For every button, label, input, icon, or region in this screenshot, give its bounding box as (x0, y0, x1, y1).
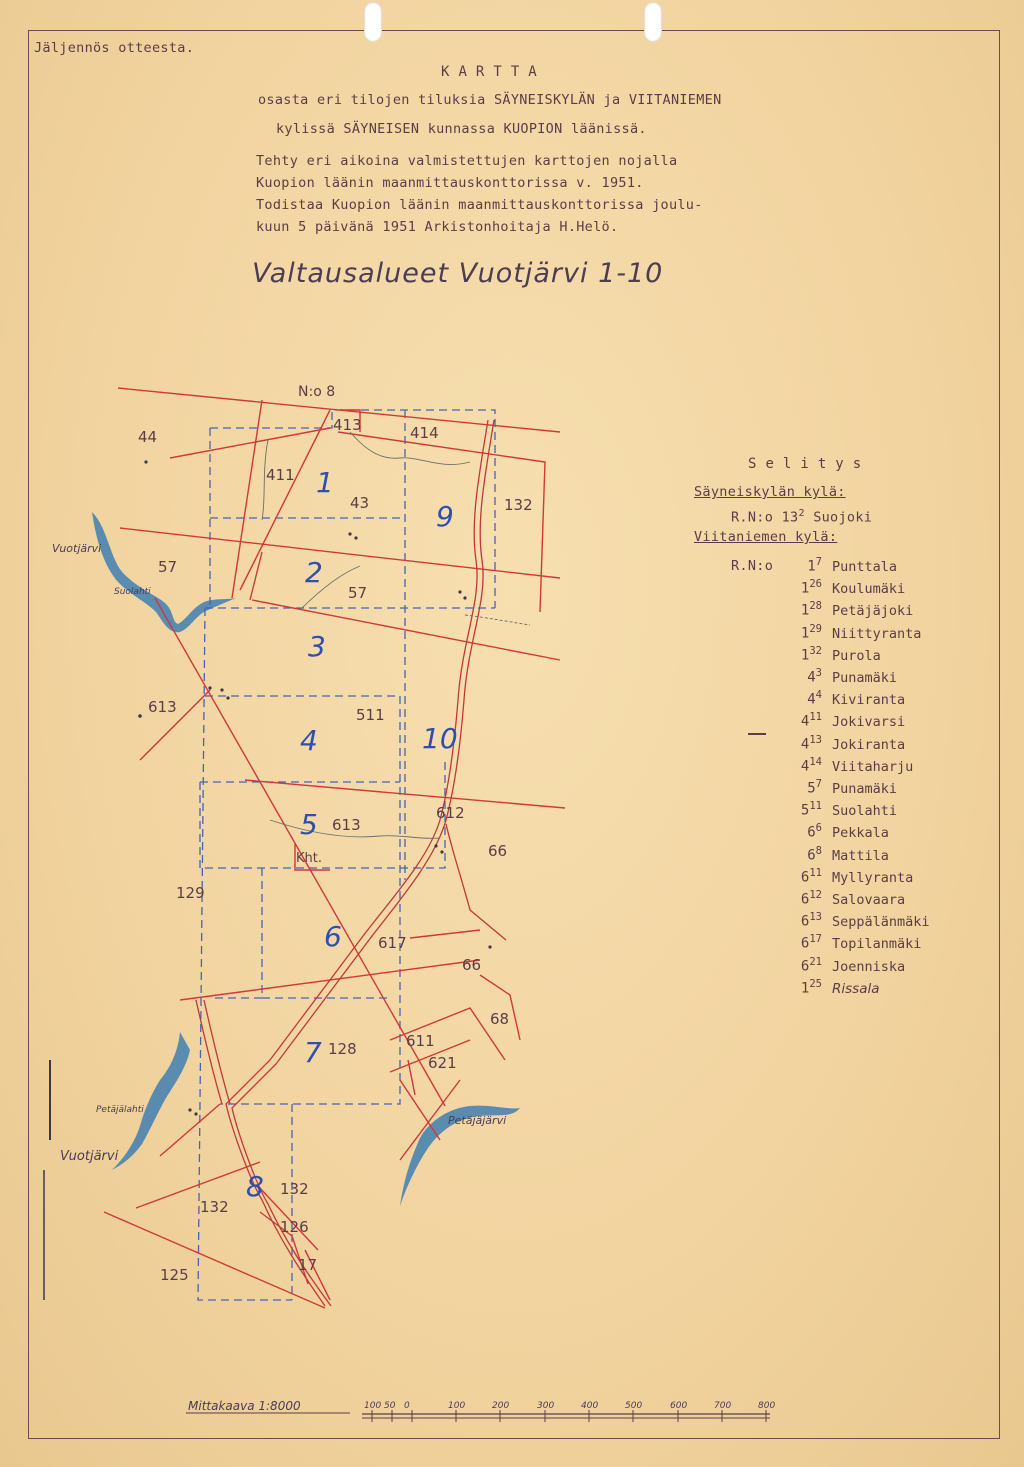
legend-row-code: $4^3$ (807, 667, 822, 686)
handwritten-title: Valtausalueet Vuotjärvi 1-10 (252, 258, 664, 289)
legend-row-code: $6^6$ (807, 822, 822, 842)
legend-group1-row: R.N:o $13^2$ Suojoki (731, 508, 873, 526)
legend-row-code: $1^{32}$ (800, 644, 822, 664)
copy-note: Jäljennös otteesta. (34, 40, 195, 56)
parcel-6-17: 617 (378, 934, 407, 952)
parcel-5-7a: 57 (158, 558, 178, 576)
legend-title: S e l i t y s (748, 456, 862, 472)
parcel-1-7: 17 (298, 1256, 318, 1274)
claim-6: 6 (324, 920, 342, 953)
kht-label: Kht. (296, 851, 322, 866)
claim-5: 5 (300, 808, 318, 841)
claim-9: 9 (436, 500, 454, 533)
header-line-5: Todistaa Kuopion läänin maanmittauskonttorissa joulu- (256, 197, 703, 213)
legend-row-name: Jokiranta (832, 736, 906, 753)
legend-row-name: Pekkala (832, 825, 889, 842)
parcel-4-3: 43 (350, 494, 370, 512)
scale-label: Mittakaava 1:8000 (188, 1399, 301, 1413)
legend-row-code: $1^7$ (807, 556, 822, 575)
parcel-6-21: 621 (428, 1054, 457, 1072)
header-line-6: kuun 5 päivänä 1951 Arkistonhoitaja H.Helö. (256, 219, 619, 235)
scale-tick-label: 50 (384, 1401, 396, 1411)
legend-row-name: Suolahti (832, 803, 898, 820)
parcel-1-25: 125 (160, 1266, 189, 1284)
parcel-6-13a: 613 (148, 698, 177, 716)
legend-group2-prefix: R.N:o (731, 558, 774, 574)
legend-row-code: $6^{13}$ (800, 911, 822, 930)
parcel-13-2: 132 (504, 496, 533, 514)
claim-7: 7 (304, 1036, 322, 1069)
scale-tick-label: 600 (670, 1401, 688, 1411)
legend-row-name: Mattila (832, 847, 889, 864)
parcel-1-32a: 132 (200, 1198, 229, 1216)
place-petajajarvi: Petäjäjärvi (448, 1114, 507, 1127)
legend-row-name: Jokivarsi (832, 714, 906, 731)
legend-row-code: $1^{28}$ (800, 600, 822, 620)
header-line-1: osasta eri tilojen tiluksia SÄYNEISKYLÄN ja VIITANIEMEN (258, 92, 722, 108)
legend-row-name: Myllyranta (832, 869, 914, 886)
scale-tick-label: 200 (492, 1401, 510, 1411)
parcel-6-13b: 613 (332, 816, 361, 834)
legend-row-code: $1^{26}$ (800, 578, 822, 597)
parcel-5-7b: 57 (348, 584, 368, 602)
legend-row-code: $4^{13}$ (800, 733, 822, 753)
legend-group2-title: Viitaniemen kylä: (694, 529, 838, 545)
claim-10: 10 (422, 722, 458, 755)
parcel-6-12: 612 (436, 804, 465, 822)
parcel-labels (138, 416, 533, 1284)
legend-row-code: $1^{25}$ (800, 977, 822, 997)
parcel-5-11: 511 (356, 706, 385, 724)
place-petajalahti: Petäjälahti (96, 1105, 144, 1115)
scale-tick-label: 0 (404, 1401, 410, 1411)
parcel-1-28: 128 (328, 1040, 357, 1058)
legend-row-name: Punamäki (832, 670, 898, 686)
header-line-4: Kuopion läänin maanmittauskonttorissa v. 1951. (256, 175, 644, 191)
scale-tick-label: 700 (714, 1401, 732, 1411)
place-vuotjarvi-top: Vuotjärvi (52, 542, 102, 555)
claim-1: 1 (316, 466, 334, 499)
legend-row-code: $5^{11}$ (800, 800, 822, 819)
legend-row-code: $4^{11}$ (800, 711, 822, 731)
legend-row-name: Purola (832, 647, 881, 664)
legend-row-name: Seppälänmäki (832, 914, 930, 931)
claim-4: 4 (300, 724, 318, 757)
parcel-4-14: 414 (410, 424, 439, 442)
claim-numbers (246, 466, 458, 1203)
scale-tick-label: 100 (448, 1401, 466, 1411)
road (196, 420, 506, 1306)
legend-row-code: $6^{17}$ (800, 933, 822, 953)
legend-row-name: Salovaara (832, 892, 906, 908)
parcel-1-32b: 132 (280, 1180, 309, 1198)
scale-tick-label: 100 (364, 1401, 382, 1411)
legend-row-code: $6^{11}$ (800, 866, 822, 886)
claim-boundaries (198, 410, 495, 1300)
parcel-1-29: 129 (176, 884, 205, 902)
header-line-3: Tehty eri aikoina valmistettujen karttojen nojalla (256, 153, 678, 169)
parcel-6-8: 68 (490, 1010, 510, 1028)
parcel-6-11: 611 (406, 1032, 435, 1050)
scale-tick-label: 500 (625, 1401, 643, 1411)
north-arrow-marks (44, 1060, 50, 1300)
legend-row-name: Kiviranta (832, 692, 906, 709)
parcel-1-26: 126 (280, 1218, 309, 1236)
lake-vuotjarvi-bottom (112, 1032, 190, 1170)
parcel-6-6a: 66 (488, 842, 508, 860)
scale-bar (186, 1413, 770, 1418)
legend-row-name: Punamäki (832, 781, 898, 797)
legend-row-code: $4^{14}$ (800, 755, 822, 775)
legend-row-name: Topilanmäki (832, 936, 922, 953)
legend-row-code: $1^{29}$ (800, 622, 822, 642)
parcel-4-13: 413 (333, 416, 362, 434)
legend-row-name: Viitaharju (832, 758, 914, 775)
place-suolahti: Suolahti (114, 587, 151, 597)
parcel-6-6b: 66 (462, 956, 482, 974)
streams (262, 432, 530, 838)
legend-row-name: Niittyranta (832, 625, 922, 642)
scale-ticks (364, 1401, 775, 1422)
scale-tick-label: 400 (581, 1401, 599, 1411)
parcel-4-11: 411 (266, 466, 295, 484)
legend-group1-title: Säyneiskylän kylä: (694, 484, 846, 500)
scale-tick-label: 800 (758, 1401, 776, 1411)
legend-row-name: Koulumäki (832, 581, 906, 598)
claim-2: 2 (305, 556, 323, 589)
legend-row-code: $6^{21}$ (800, 955, 822, 975)
legend-row-name: Punttala (832, 559, 898, 575)
legend-row-code: $6^8$ (807, 844, 822, 864)
legend-row-code: $4^4$ (807, 689, 822, 708)
legend-row-name: Rissala (832, 980, 880, 997)
legend-row-code: $5^7$ (807, 778, 822, 797)
header-line-2: kylissä SÄYNEISEN kunnassa KUOPION läänissä. (276, 121, 647, 137)
parcel-4-4: 44 (138, 428, 158, 446)
legend-row-name: Joenniska (832, 958, 906, 975)
claim-8: 8 (246, 1170, 264, 1203)
place-vuotjarvi-bottom: Vuotjärvi (60, 1149, 119, 1164)
legend-row-name: Petäjäjoki (832, 603, 914, 620)
scale-tick-label: 300 (537, 1401, 555, 1411)
map-title: K A R T T A (441, 64, 538, 80)
legend-row-code: $6^{12}$ (800, 889, 822, 908)
claim-3: 3 (308, 630, 326, 663)
top-label: N:o 8 (298, 384, 336, 400)
